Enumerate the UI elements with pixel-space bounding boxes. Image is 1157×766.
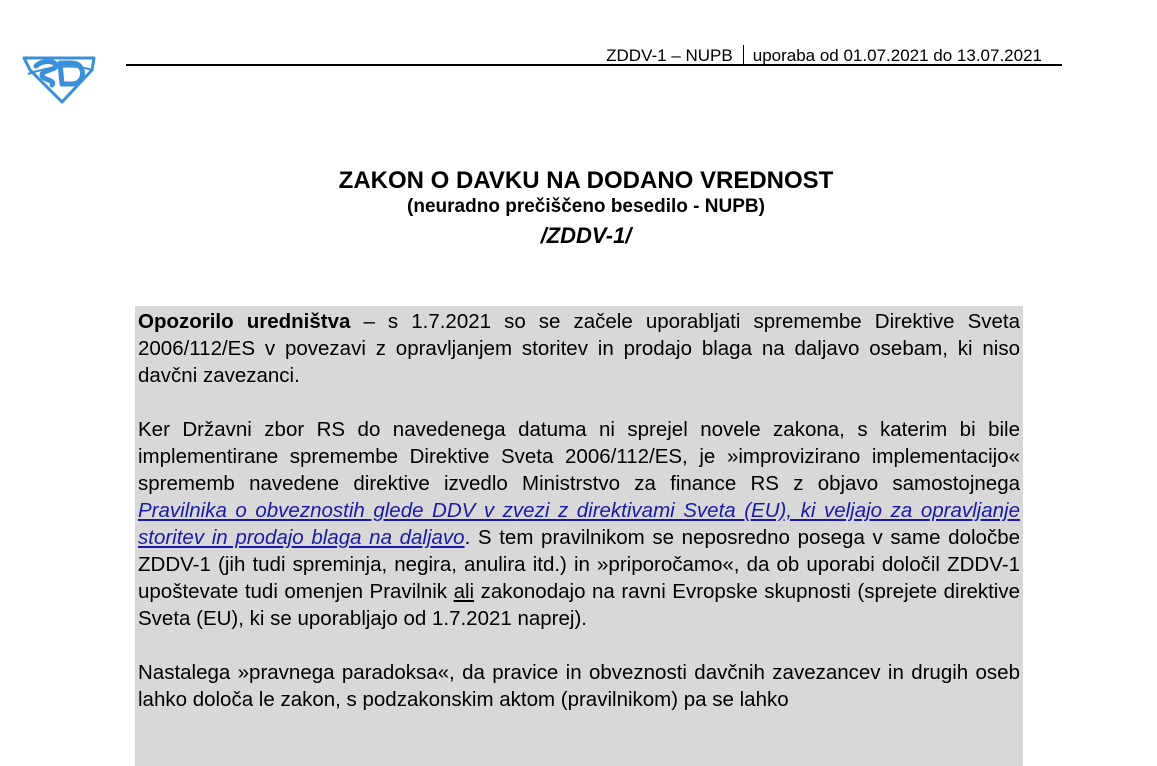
sd-logo-icon	[22, 48, 96, 104]
notice-p2-text-b: . S tem pravilnikom se neposredno posega v same določbe ZDDV-1 (jih tudi spreminja, negira, anulira itd.) in »priporočamo«, da ob uporabi določil ZDDV-1 upoštevate tudi omenjen Pravilnik	[138, 526, 1020, 603]
document-title: ZAKON O DAVKU NA DODANO VREDNOST	[338, 167, 834, 194]
notice-p3-text: Nastalega »pravnega paradoksa«, da pravice in obveznosti davčnih zavezancev in drugih oseb lahko določa le zakon, s podzakonskim aktom (pravilnikom) pa se lahko	[138, 661, 1020, 711]
notice-paragraph-1	[138, 308, 1020, 389]
pravilnik-link[interactable]: Pravilnika o obveznostih glede DDV v zvezi z direktivami Sveta (EU), ki veljajo za opravljanje storitev in prodajo blaga na daljavo	[138, 499, 1020, 549]
notice-p2-underlined: ali	[453, 580, 475, 603]
editorial-notice	[135, 306, 1023, 766]
document-abbreviation: /ZDDV-1/	[540, 223, 632, 248]
notice-p2-text-c: zakonodajo na ravni Evropske skupnosti (sprejete direktive Sveta (EU), ki se uporabljajo od 1.7.2021 naprej).	[138, 580, 1020, 630]
header-separator	[743, 45, 744, 65]
notice-paragraph-2	[138, 416, 1020, 632]
notice-paragraph-3	[138, 659, 1020, 713]
title-block	[0, 167, 1157, 253]
header-code: ZDDV-1 – NUPB	[606, 46, 733, 65]
notice-lead: Opozorilo uredništva	[138, 310, 351, 333]
notice-p2-text-a: Ker Državni zbor RS do navedenega datuma ni sprejel novele zakona, s katerim bi bile implementirane spremembe Direktive Sveta 2006/112/ES, je »improvizirano implementacijo« sprememb navedene direktive izvedlo Ministrstvo za finance RS z objavo samostojnega	[138, 418, 1020, 495]
document-subtitle: (neuradno prečiščeno besedilo - NUPB)	[407, 196, 765, 217]
page-header	[126, 44, 1062, 66]
header-text	[606, 45, 1042, 66]
notice-p1-text: – s 1.7.2021 so se začele uporabljati spremembe Direktive Sveta 2006/112/ES v povezavi z opravljanjem storitev in prodajo blaga na daljavo osebam, ki niso davčni zavezanci.	[138, 310, 1020, 387]
header-validity: uporaba od 01.07.2021 do 13.07.2021	[752, 46, 1042, 65]
